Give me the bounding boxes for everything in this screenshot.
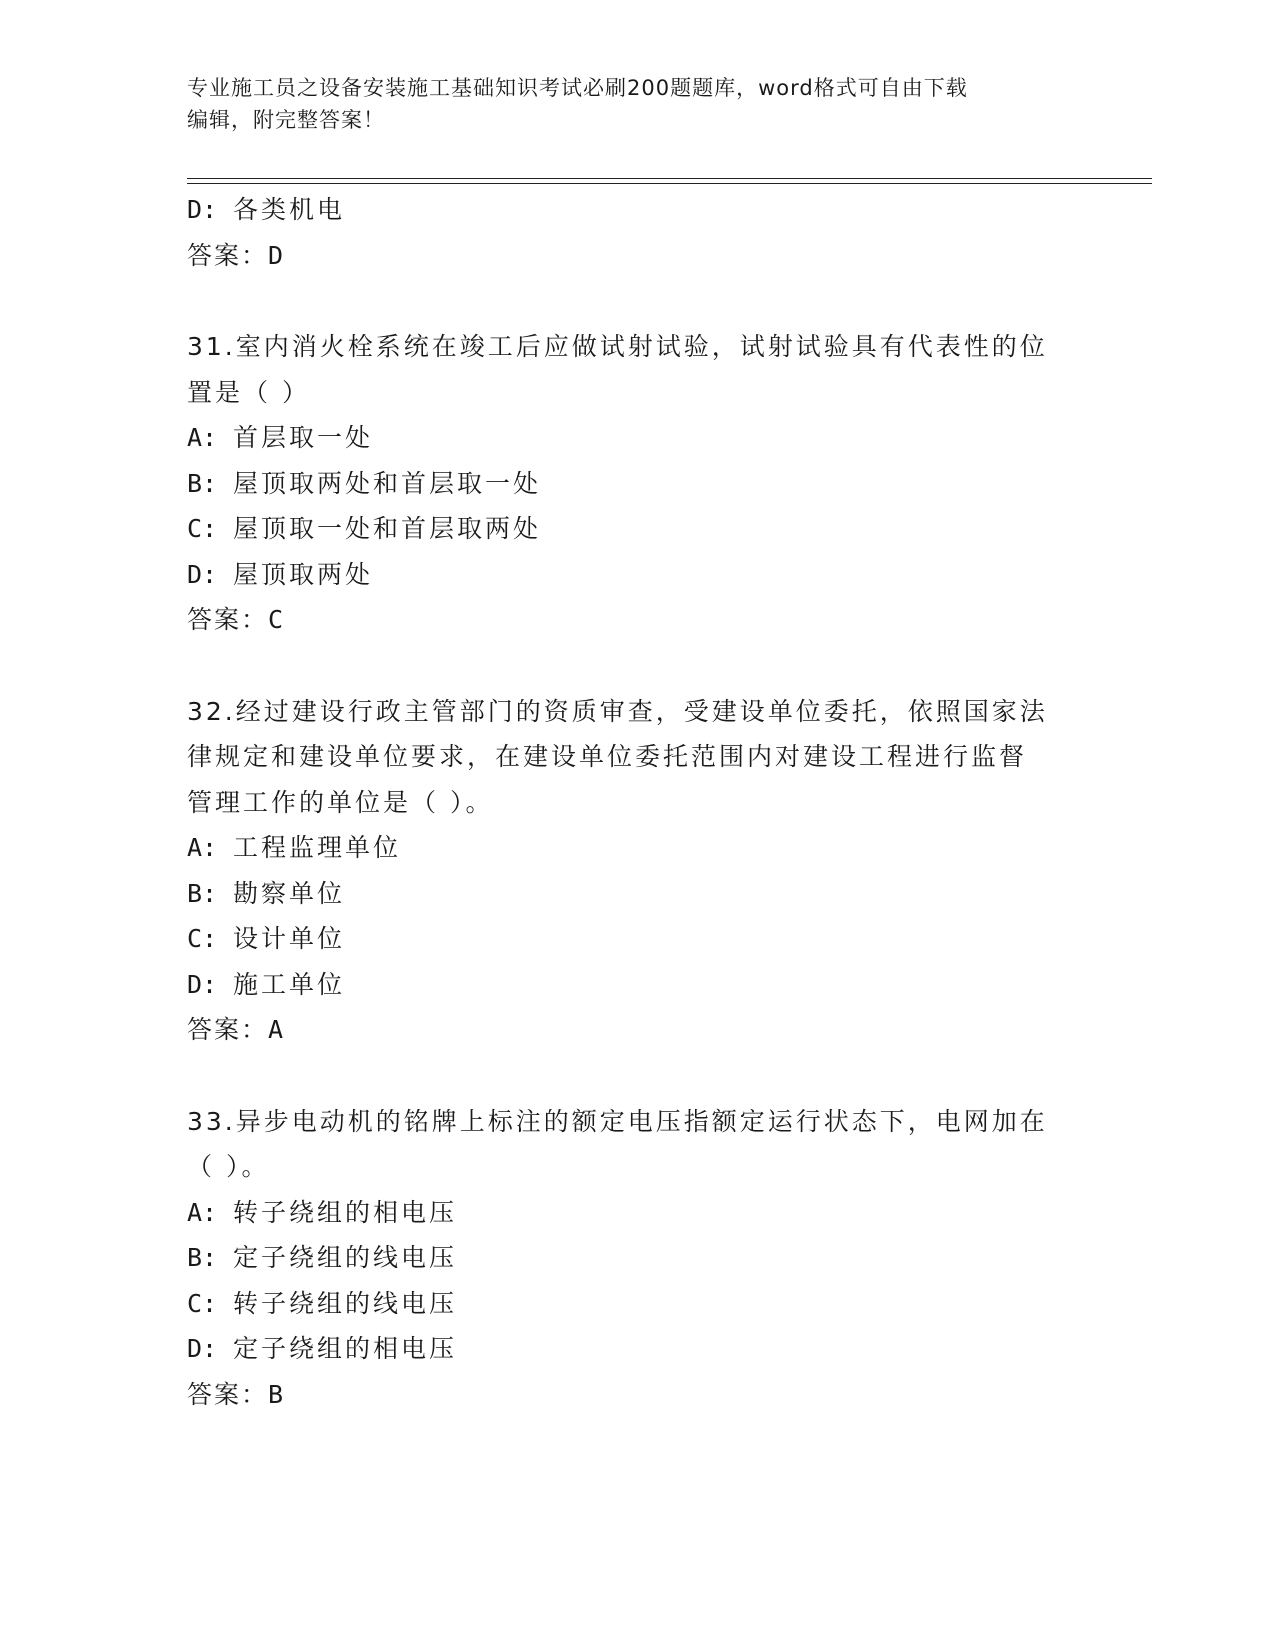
- question-stem-line: 33.异步电动机的铭牌上标注的额定电压指额定运行状态下，电网加在: [187, 1106, 1048, 1136]
- header-title-line-2: 编辑，附完整答案！: [187, 108, 385, 132]
- option-text: 屋顶取两处和首层取一处: [233, 468, 542, 498]
- option-b: [187, 461, 1087, 507]
- answer-value: A: [268, 1015, 284, 1044]
- question-stem-line: 32.经过建设行政主管部门的资质审查，受建设单位委托，依照国家法: [187, 696, 1048, 726]
- option-d: [187, 187, 1087, 233]
- option-text: 转子绕组的线电压: [233, 1288, 458, 1318]
- document-header: [187, 72, 1067, 136]
- question-stem-line: 置是（ ）: [187, 377, 310, 407]
- header-title-line-1: 专业施工员之设备安装施工基础知识考试必刷200题题库，word格式可自由下载: [187, 76, 968, 100]
- header-rule-top: [187, 178, 1152, 179]
- option-b: [187, 1235, 1087, 1281]
- question-31: [187, 324, 1087, 643]
- option-label: D:: [187, 969, 218, 999]
- option-d: [187, 962, 1087, 1008]
- answer-value: D: [268, 240, 284, 270]
- question-stem-line: 31.室内消火栓系统在竣工后应做试射试验，试射试验具有代表性的位: [187, 332, 1048, 361]
- option-text: 各类机电: [233, 195, 346, 224]
- question-33: [187, 1099, 1087, 1418]
- option-text: 屋顶取一处和首层取两处: [233, 514, 542, 543]
- question-list: [187, 187, 1087, 1417]
- option-label: A:: [187, 833, 218, 862]
- option-text: 定子绕组的线电压: [233, 1243, 458, 1272]
- option-text: 工程监理单位: [233, 833, 402, 862]
- option-label: D:: [187, 1334, 218, 1363]
- option-label: B:: [187, 1243, 218, 1272]
- question-stem-line: （ ）。: [187, 1152, 270, 1181]
- option-d: [187, 552, 1087, 598]
- option-label: C:: [187, 924, 218, 953]
- option-label: C:: [187, 1288, 218, 1318]
- answer-label: 答案：: [187, 1015, 269, 1044]
- option-c: [187, 1281, 1087, 1327]
- answer-line: [187, 1007, 1087, 1053]
- option-label: A:: [187, 1197, 218, 1227]
- question-stem-line: 管理工作的单位是（ ）。: [187, 787, 494, 817]
- option-label: D:: [187, 559, 218, 589]
- answer-value: C: [268, 605, 284, 634]
- question-32: [187, 689, 1087, 1053]
- option-c: [187, 916, 1087, 962]
- answer-line: [187, 1372, 1087, 1418]
- option-label: A:: [187, 423, 218, 452]
- answer-label: 答案：: [187, 605, 269, 634]
- answer-label: 答案：: [187, 240, 269, 270]
- answer-line: [187, 233, 1087, 279]
- option-text: 定子绕组的相电压: [233, 1334, 458, 1363]
- option-label: B:: [187, 878, 218, 908]
- option-a: [187, 415, 1087, 461]
- option-d: [187, 1326, 1087, 1372]
- option-a: [187, 825, 1087, 871]
- option-text: 首层取一处: [233, 423, 374, 452]
- answer-value: B: [268, 1379, 284, 1409]
- header-rule-bottom: [187, 183, 1152, 184]
- question-stem-line: 律规定和建设单位要求，在建设单位委托范围内对建设工程进行监督: [187, 742, 1028, 771]
- option-c: [187, 506, 1087, 552]
- option-label: D:: [187, 195, 218, 224]
- option-text: 设计单位: [233, 924, 346, 953]
- option-label: B:: [187, 468, 218, 498]
- option-b: [187, 871, 1087, 917]
- option-text: 勘察单位: [233, 878, 346, 908]
- option-label: C:: [187, 514, 218, 543]
- answer-line: [187, 597, 1087, 643]
- option-text: 屋顶取两处: [233, 559, 374, 589]
- option-text: 转子绕组的相电压: [233, 1197, 458, 1227]
- option-text: 施工单位: [233, 969, 346, 999]
- answer-label: 答案：: [187, 1379, 269, 1409]
- option-a: [187, 1190, 1087, 1236]
